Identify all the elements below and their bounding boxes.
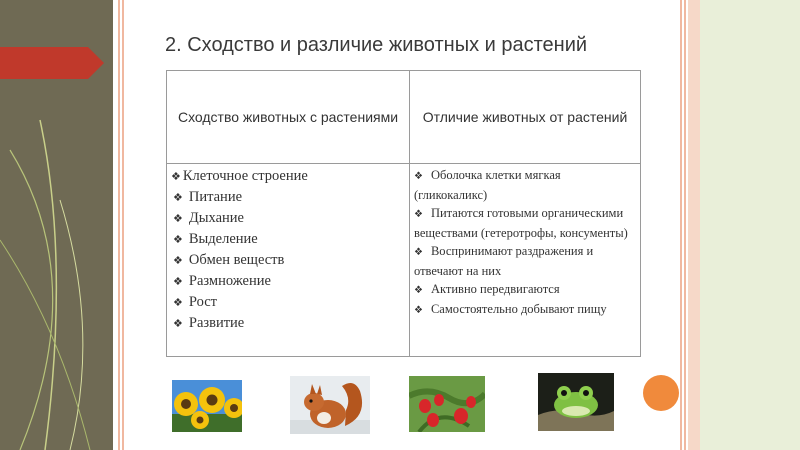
right-decor-strip [688, 0, 800, 450]
squirrel-image [290, 376, 370, 434]
bullet-icon: ❖ [173, 276, 183, 288]
bullet-icon: ❖ [414, 171, 423, 182]
list-item: ❖ Питаются готовыми органическими веществами (гетеротрофы, консументы) [414, 206, 628, 240]
list-item: ❖ Питание [173, 189, 243, 205]
arrow-pointer-icon [0, 47, 104, 79]
list-item: ❖ Оболочка клетки мягкая (гликокаликс) [414, 168, 561, 202]
bullet-icon: ❖ [173, 192, 183, 204]
bullet-icon: ❖ [414, 285, 423, 296]
list-item: ❖ Клеточное строение [171, 168, 308, 184]
bullet-icon: ❖ [414, 247, 423, 258]
bullet-icon: ❖ [173, 318, 183, 330]
frame-line-right-inner [684, 0, 686, 450]
bullet-icon: ❖ [173, 234, 183, 246]
bullet-icon: ❖ [173, 297, 183, 309]
bullet-icon: ❖ [173, 213, 183, 225]
similarities-cell [167, 164, 410, 357]
bullet-icon: ❖ [414, 209, 423, 220]
frame-line-right [680, 0, 682, 450]
frame-line-left-inner [122, 0, 124, 450]
sunflowers-image [172, 380, 242, 432]
list-item: ❖ Дыхание [173, 210, 244, 226]
list-item: ❖ Размножение [173, 273, 271, 289]
header-similarities: Сходство животных с растениями [167, 71, 410, 164]
strawberries-image [409, 376, 485, 432]
slide-title: 2. Сходство и различие животных и растений [165, 34, 588, 56]
list-item: ❖ Развитие [173, 315, 245, 331]
header-differences: Отличие животных от растений [410, 71, 641, 164]
list-item: ❖ Выделение [173, 231, 258, 247]
differences-cell [410, 164, 641, 357]
comparison-table [166, 70, 641, 357]
bullet-icon: ❖ [414, 305, 423, 316]
list-item: ❖ Активно передвигаются [414, 282, 560, 296]
bullet-icon: ❖ [173, 255, 183, 267]
list-item: ❖ Воспринимают раздражения и отвечают на них [414, 244, 594, 278]
frog-image [538, 373, 614, 431]
list-item: ❖ Обмен веществ [173, 252, 285, 268]
list-item: ❖ Самостоятельно добывают пищу [414, 302, 607, 316]
similarities-list [171, 166, 405, 334]
accent-dot [643, 375, 679, 411]
frame-line-left [118, 0, 120, 450]
differences-list [414, 166, 636, 320]
bullet-icon: ❖ [171, 171, 181, 183]
list-item: ❖ Рост [173, 294, 217, 310]
